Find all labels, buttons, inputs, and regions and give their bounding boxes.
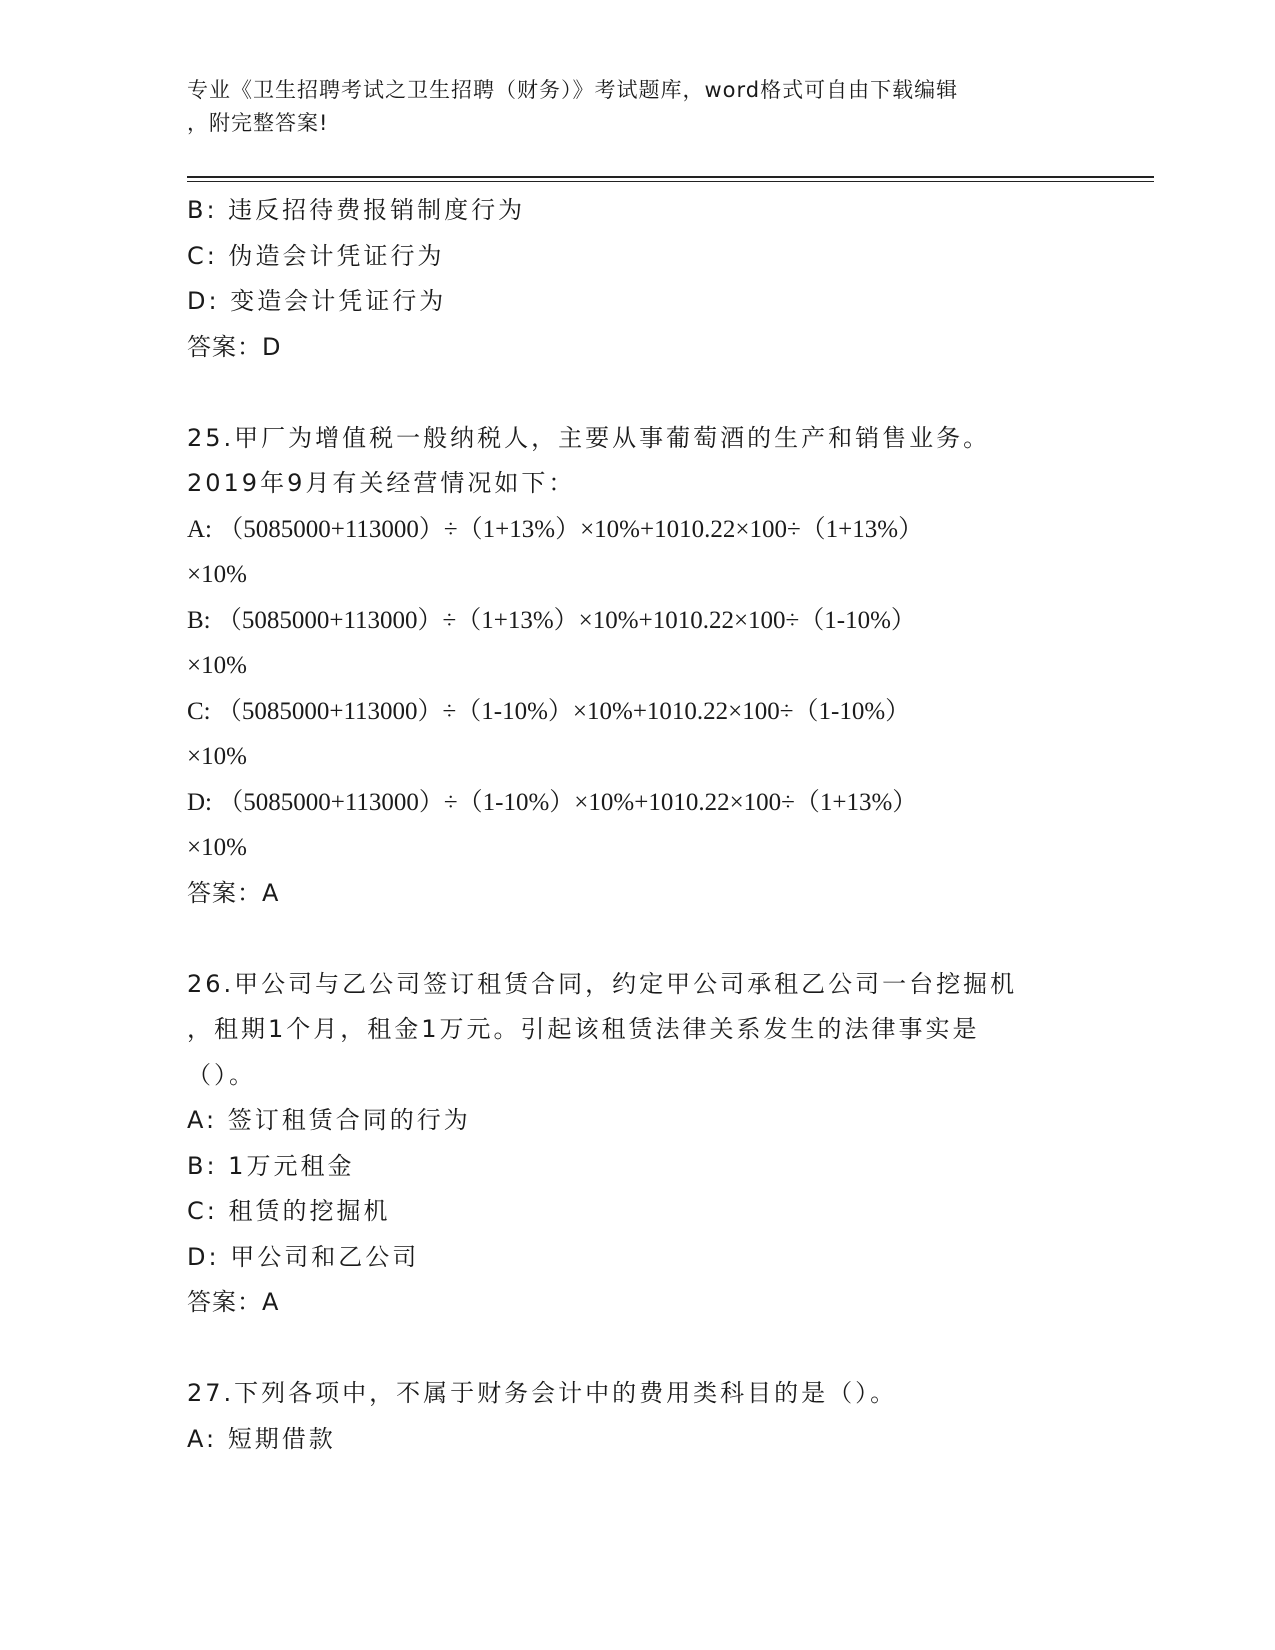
option-b: B: （5085000+113000）÷（1+13%）×10%+1010.22×100÷（1-10%）: [187, 606, 916, 634]
header-divider-thin: [187, 181, 1154, 182]
option-b: B: 1万元租金: [187, 1151, 355, 1180]
header-divider-thick: [187, 176, 1154, 178]
question-stem: （）。: [187, 1060, 256, 1089]
option-d: D: 变造会计凭证行为: [187, 287, 447, 315]
option-c: C: 伪造会计凭证行为: [187, 241, 445, 270]
option-c: C: 租赁的挖掘机: [187, 1197, 391, 1225]
header-line-2: ，附完整答案!: [187, 111, 329, 135]
document-header: [187, 74, 1087, 140]
question-27: [187, 1371, 1087, 1462]
option-c-continued: ×10%: [187, 743, 247, 770]
option-a: A: 短期借款: [187, 1424, 336, 1453]
option-d: D: （5085000+113000）÷（1-10%）×10%+1010.22×100÷（1+13%）: [187, 788, 918, 816]
answer: 答案：A: [187, 1288, 280, 1316]
option-b: B: 违反招待费报销制度行为: [187, 196, 526, 224]
option-a-continued: ×10%: [187, 561, 247, 588]
answer: 答案：A: [187, 878, 280, 907]
option-a: A: （5085000+113000）÷（1+13%）×10%+1010.22×100÷（1+13%）: [187, 515, 924, 543]
option-c: C: （5085000+113000）÷（1-10%）×10%+1010.22×100÷（1-10%）: [187, 697, 911, 725]
option-d: D: 甲公司和乙公司: [187, 1242, 420, 1271]
option-a: A: 签订租赁合同的行为: [187, 1106, 471, 1134]
question-26: [187, 962, 1087, 1326]
question-25: [187, 416, 1087, 917]
option-d-continued: ×10%: [187, 834, 247, 861]
question-stem: ，租期1个月，租金1万元。引起该租赁法律关系发生的法律事实是: [187, 1015, 980, 1043]
spacer: [187, 370, 1087, 416]
spacer: [187, 1326, 1087, 1372]
question-stem: 2019年9月有关经营情况如下：: [187, 469, 576, 497]
option-b-continued: ×10%: [187, 652, 247, 679]
question-stem: 27.下列各项中，不属于财务会计中的费用类科目的是（）。: [187, 1379, 898, 1407]
document-body: [187, 188, 1087, 1462]
question-stem: 25.甲厂为增值税一般纳税人，主要从事葡萄酒的生产和销售业务。: [187, 423, 991, 452]
spacer: [187, 916, 1087, 962]
question-stem: 26.甲公司与乙公司签订租赁合同，约定甲公司承租乙公司一台挖掘机: [187, 969, 1018, 998]
question-24: [187, 188, 1087, 370]
header-line-1: 专业《卫生招聘考试之卫生招聘（财务）》考试题库，word格式可自由下载编辑: [187, 78, 959, 102]
answer: 答案：D: [187, 332, 282, 361]
